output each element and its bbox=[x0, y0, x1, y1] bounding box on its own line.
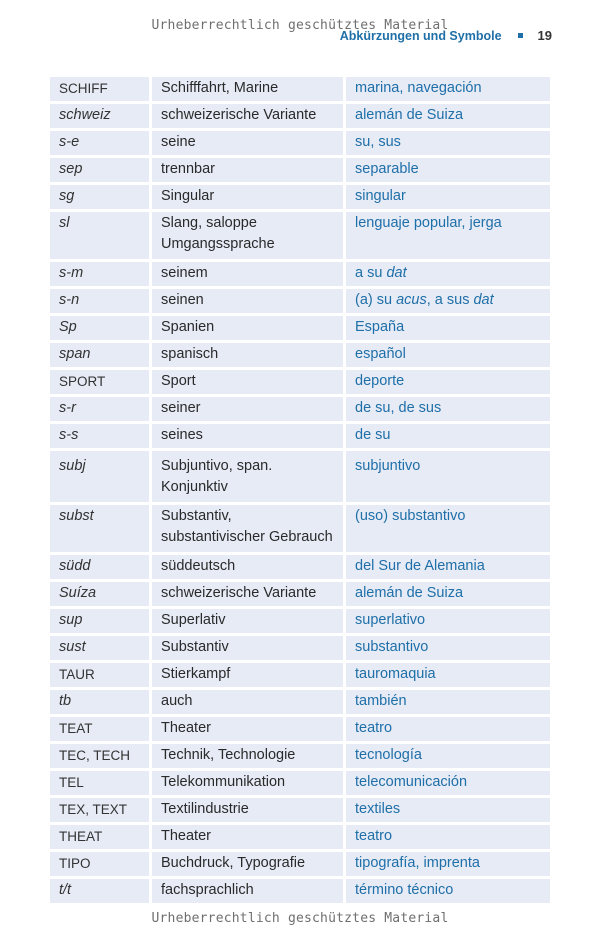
table-row bbox=[50, 825, 550, 849]
spanish-meaning-cell: marina, navegación bbox=[343, 77, 550, 101]
german-meaning-cell: Technik, Technologie bbox=[149, 744, 343, 768]
spanish-meaning-cell: teatro bbox=[343, 825, 550, 849]
german-meaning-cell: Buchdruck, Typografie bbox=[149, 852, 343, 876]
spanish-meaning-cell: español bbox=[343, 343, 550, 367]
table-row bbox=[50, 185, 550, 209]
table-row bbox=[50, 798, 550, 822]
spanish-meaning-cell: también bbox=[343, 690, 550, 714]
table-row bbox=[50, 158, 550, 182]
german-meaning-cell: süddeutsch bbox=[149, 555, 343, 579]
running-head bbox=[340, 28, 552, 43]
table-row bbox=[50, 316, 550, 340]
german-meaning-cell: Stierkampf bbox=[149, 663, 343, 687]
abbreviation-cell: sg bbox=[50, 185, 149, 209]
spanish-meaning-cell: de su, de sus bbox=[343, 397, 550, 421]
spanish-meaning-cell: tipografía, imprenta bbox=[343, 852, 550, 876]
table-row bbox=[50, 212, 550, 259]
german-meaning-cell: fachsprachlich bbox=[149, 879, 343, 903]
german-meaning-cell: seinen bbox=[149, 289, 343, 313]
german-meaning-cell: Schifffahrt, Marine bbox=[149, 77, 343, 101]
table-row bbox=[50, 131, 550, 155]
table-row bbox=[50, 690, 550, 714]
spanish-meaning-cell: término técnico bbox=[343, 879, 550, 903]
table-row bbox=[50, 451, 550, 502]
section-title: Abkürzungen und Symbole bbox=[339, 28, 502, 43]
abbreviation-cell: s-e bbox=[50, 131, 149, 155]
abbreviation-cell: s-n bbox=[50, 289, 149, 313]
german-meaning-cell: Slang, saloppe Umgangssprache bbox=[149, 212, 343, 259]
spanish-meaning-cell: su, sus bbox=[343, 131, 550, 155]
german-meaning-cell: seiner bbox=[149, 397, 343, 421]
table-row bbox=[50, 289, 550, 313]
abbreviation-cell: tb bbox=[50, 690, 149, 714]
abbreviation-cell: TEX, TEXT bbox=[50, 798, 149, 822]
german-meaning-cell: trennbar bbox=[149, 158, 343, 182]
table-row bbox=[50, 879, 550, 903]
german-meaning-cell: auch bbox=[149, 690, 343, 714]
table-row bbox=[50, 104, 550, 128]
spanish-meaning-cell: tecnología bbox=[343, 744, 550, 768]
table-row bbox=[50, 744, 550, 768]
german-meaning-cell: Substantiv, substantivischer Gebrauch bbox=[149, 505, 343, 552]
table-row bbox=[50, 397, 550, 421]
table-row bbox=[50, 505, 550, 552]
abbreviation-cell: s-m bbox=[50, 262, 149, 286]
table-row bbox=[50, 636, 550, 660]
table-row bbox=[50, 609, 550, 633]
abbreviation-cell: s-s bbox=[50, 424, 149, 448]
spanish-meaning-cell: tauromaquia bbox=[343, 663, 550, 687]
spanish-meaning-cell: teatro bbox=[343, 717, 550, 741]
german-meaning-cell: seines bbox=[149, 424, 343, 448]
table-row bbox=[50, 77, 550, 101]
abbreviation-cell: sust bbox=[50, 636, 149, 660]
german-meaning-cell: Superlativ bbox=[149, 609, 343, 633]
german-meaning-cell: Substantiv bbox=[149, 636, 343, 660]
german-meaning-cell: Sport bbox=[149, 370, 343, 394]
spanish-meaning-cell: telecomunicación bbox=[343, 771, 550, 795]
watermark-bottom: Urheberrechtlich geschütztes Material bbox=[151, 911, 449, 926]
table-row bbox=[50, 771, 550, 795]
spanish-meaning-cell: lenguaje popular, jerga bbox=[343, 212, 550, 259]
spanish-meaning-cell: a su dat bbox=[343, 262, 550, 286]
abbreviation-cell: s-r bbox=[50, 397, 149, 421]
german-meaning-cell: seine bbox=[149, 131, 343, 155]
abbreviation-cell: südd bbox=[50, 555, 149, 579]
abbreviation-cell: t/t bbox=[50, 879, 149, 903]
abbreviation-cell: SCHIFF bbox=[50, 77, 149, 101]
abbreviation-cell: TAUR bbox=[50, 663, 149, 687]
german-meaning-cell: Subjuntivo, span. Konjunktiv bbox=[149, 451, 343, 502]
square-bullet-icon bbox=[518, 33, 523, 38]
table-row bbox=[50, 582, 550, 606]
table-row bbox=[50, 555, 550, 579]
table-row bbox=[50, 343, 550, 367]
spanish-meaning-cell: separable bbox=[343, 158, 550, 182]
table-row bbox=[50, 262, 550, 286]
abbreviation-cell: THEAT bbox=[50, 825, 149, 849]
abbreviation-cell: sup bbox=[50, 609, 149, 633]
spanish-meaning-cell: textiles bbox=[343, 798, 550, 822]
german-meaning-cell: Theater bbox=[149, 717, 343, 741]
spanish-meaning-cell: superlativo bbox=[343, 609, 550, 633]
spanish-meaning-cell: de su bbox=[343, 424, 550, 448]
spanish-meaning-cell: substantivo bbox=[343, 636, 550, 660]
table-row bbox=[50, 852, 550, 876]
german-meaning-cell: Theater bbox=[149, 825, 343, 849]
abbreviation-cell: subj bbox=[50, 451, 149, 502]
abbreviation-cell: schweiz bbox=[50, 104, 149, 128]
abbreviation-cell: TEAT bbox=[50, 717, 149, 741]
table-row bbox=[50, 424, 550, 448]
spanish-meaning-cell: deporte bbox=[343, 370, 550, 394]
spanish-meaning-cell: España bbox=[343, 316, 550, 340]
spanish-meaning-cell: singular bbox=[343, 185, 550, 209]
abbreviation-cell: sl bbox=[50, 212, 149, 259]
abbreviation-cell: TEC, TECH bbox=[50, 744, 149, 768]
spanish-meaning-cell: (uso) substantivo bbox=[343, 505, 550, 552]
spanish-meaning-cell: alemán de Suiza bbox=[343, 582, 550, 606]
abbreviation-cell: TIPO bbox=[50, 852, 149, 876]
abbreviation-cell: Suíza bbox=[50, 582, 149, 606]
spanish-meaning-cell: del Sur de Alemania bbox=[343, 555, 550, 579]
abbreviation-cell: SPORT bbox=[50, 370, 149, 394]
german-meaning-cell: schweizerische Variante bbox=[149, 582, 343, 606]
abbreviation-table-body bbox=[50, 77, 550, 903]
abbreviation-cell: span bbox=[50, 343, 149, 367]
abbreviation-table bbox=[50, 74, 550, 906]
page-number: 19 bbox=[537, 28, 552, 43]
spanish-meaning-cell: alemán de Suiza bbox=[343, 104, 550, 128]
table-row bbox=[50, 717, 550, 741]
german-meaning-cell: Textilindustrie bbox=[149, 798, 343, 822]
spanish-meaning-cell: (a) su acus, a sus dat bbox=[343, 289, 550, 313]
german-meaning-cell: Telekommunikation bbox=[149, 771, 343, 795]
german-meaning-cell: schweizerische Variante bbox=[149, 104, 343, 128]
table-row bbox=[50, 370, 550, 394]
german-meaning-cell: Singular bbox=[149, 185, 343, 209]
abbreviation-cell: Sp bbox=[50, 316, 149, 340]
abbreviation-cell: subst bbox=[50, 505, 149, 552]
abbreviation-cell: sep bbox=[50, 158, 149, 182]
table-row bbox=[50, 663, 550, 687]
watermark-top: Urheberrechtlich geschütztes Material bbox=[151, 18, 449, 33]
german-meaning-cell: Spanien bbox=[149, 316, 343, 340]
abbreviation-cell: TEL bbox=[50, 771, 149, 795]
german-meaning-cell: spanisch bbox=[149, 343, 343, 367]
german-meaning-cell: seinem bbox=[149, 262, 343, 286]
spanish-meaning-cell: subjuntivo bbox=[343, 451, 550, 502]
